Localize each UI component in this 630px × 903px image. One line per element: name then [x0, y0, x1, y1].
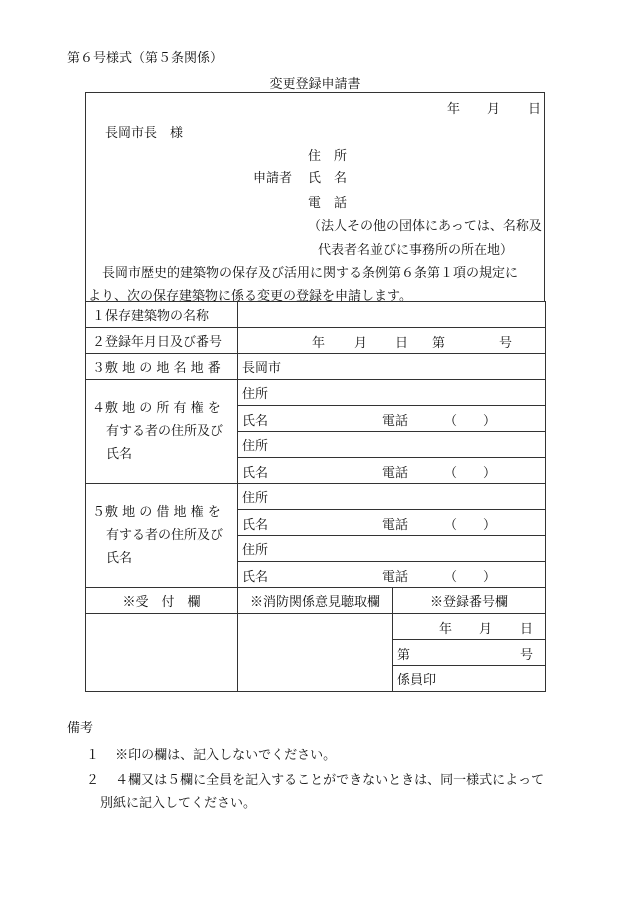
body-line-2: より、次の保存建築物に係る変更の登録を申請します。: [88, 289, 412, 304]
leaseholder-1-phone-paren: （ ）: [444, 518, 497, 533]
note-2-number: ２: [86, 773, 100, 788]
owner-2-phone-label: 電話: [382, 466, 409, 481]
note-2-text-line-2: 別紙に記入してください。: [100, 796, 257, 811]
registration-date-cell: [393, 614, 546, 640]
reception-area: [86, 614, 238, 692]
leaseholder-label-line-1: ５敷 地 の 借 地 権 を: [92, 505, 221, 520]
address-label: 住 所: [308, 149, 348, 164]
leaseholder-2-address-field[interactable]: 住所: [238, 536, 546, 562]
reg-gou: 号: [499, 336, 513, 351]
note-1-text: ※印の欄は、記入しないでください。: [115, 748, 337, 763]
owner-label-line-3: 氏名: [106, 447, 133, 462]
leaseholder-label-line-3: 氏名: [106, 551, 133, 566]
applicant-label: 申請者: [253, 171, 293, 186]
staff-seal-cell: 係員印: [393, 666, 546, 692]
leaseholder-1-address-field[interactable]: 住所: [238, 484, 546, 510]
reception-header: ※受 付 欄: [86, 588, 238, 614]
office-reg-month: 月: [479, 622, 493, 637]
office-reg-dai: 第: [397, 648, 411, 663]
date-year: 年: [447, 102, 461, 117]
land-lot-label: ３敷 地 の 地 名 地 番: [86, 354, 238, 380]
corporation-note-2: 代表者名並びに事務所の所在地）: [318, 243, 514, 258]
notes-title: 備考: [67, 721, 94, 736]
leaseholder-2-name-field[interactable]: [238, 562, 546, 588]
owner-2-address-field[interactable]: 住所: [238, 432, 546, 458]
registration-number-cell: [393, 640, 546, 666]
table-row: [86, 484, 546, 510]
leaseholder-2-phone-paren: （ ）: [444, 570, 497, 585]
note-1: [86, 744, 336, 763]
leaseholder-1-phone-label: 電話: [382, 518, 409, 533]
registration-date-label: ２登録年月日及び番号: [86, 328, 238, 354]
leaseholder-label-line-2: 有する者の住所及び: [106, 528, 224, 543]
building-name-field[interactable]: [238, 302, 546, 328]
table-row: [86, 354, 546, 380]
date-month: 月: [487, 102, 501, 117]
leaseholder-1-name-label: 氏名: [242, 518, 269, 533]
owner-1-name-label: 氏名: [242, 414, 269, 429]
owner-label-line-2: 有する者の住所及び: [106, 424, 224, 439]
body-line-1: 長岡市歴史的建築物の保存及び活用に関する条例第６条第１項の規定に: [102, 266, 519, 281]
registration-date-field[interactable]: [238, 328, 546, 354]
registration-number-header: ※登録番号欄: [393, 588, 546, 614]
leaseholder-1-name-field[interactable]: [238, 510, 546, 536]
reg-year: 年: [312, 336, 326, 351]
registration-table: [85, 301, 546, 692]
addressee: 長岡市長 様: [105, 126, 184, 141]
owner-2-name-field[interactable]: [238, 458, 546, 484]
name-label: 氏 名: [308, 171, 348, 186]
reg-day: 日: [395, 336, 409, 351]
note-1-number: １: [86, 748, 100, 763]
phone-label: 電 話: [308, 196, 348, 211]
leaseholder-label: [86, 484, 238, 588]
table-row: [86, 328, 546, 354]
owner-label: [86, 380, 238, 484]
document-title: 変更登録申請書: [269, 77, 361, 92]
owner-1-name-field[interactable]: [238, 406, 546, 432]
table-row: [86, 380, 546, 406]
fire-dept-header: ※消防関係意見聴取欄: [238, 588, 393, 614]
table-row: [86, 302, 546, 328]
owner-2-phone-paren: （ ）: [444, 466, 497, 481]
form-id: 第６号様式（第５条関係）: [67, 51, 224, 66]
reg-month: 月: [354, 336, 368, 351]
office-reg-year: 年: [439, 622, 453, 637]
header-box: [85, 92, 545, 304]
reg-dai: 第: [432, 336, 446, 351]
building-name-label: １保存建築物の名称: [86, 302, 238, 328]
date-day: 日: [528, 102, 542, 117]
note-2-text-line-1: ４欄又は５欄に全員を記入することができないときは、同一様式によって: [115, 773, 545, 788]
owner-2-name-label: 氏名: [242, 466, 269, 481]
leaseholder-2-name-label: 氏名: [242, 570, 269, 585]
office-reg-gou: 号: [520, 648, 534, 663]
owner-1-address-field[interactable]: 住所: [238, 380, 546, 406]
leaseholder-2-phone-label: 電話: [382, 570, 409, 585]
owner-1-phone-label: 電話: [382, 414, 409, 429]
fire-dept-area: [238, 614, 393, 692]
office-reg-day: 日: [520, 622, 534, 637]
table-row: [86, 588, 546, 614]
table-row: [86, 614, 546, 640]
owner-label-line-1: ４敷 地 の 所 有 権 を: [92, 401, 221, 416]
land-lot-field[interactable]: 長岡市: [238, 354, 546, 380]
owner-1-phone-paren: （ ）: [444, 414, 497, 429]
note-2: [86, 769, 544, 788]
corporation-note-1: （法人その他の団体にあっては、名称及: [308, 219, 542, 234]
